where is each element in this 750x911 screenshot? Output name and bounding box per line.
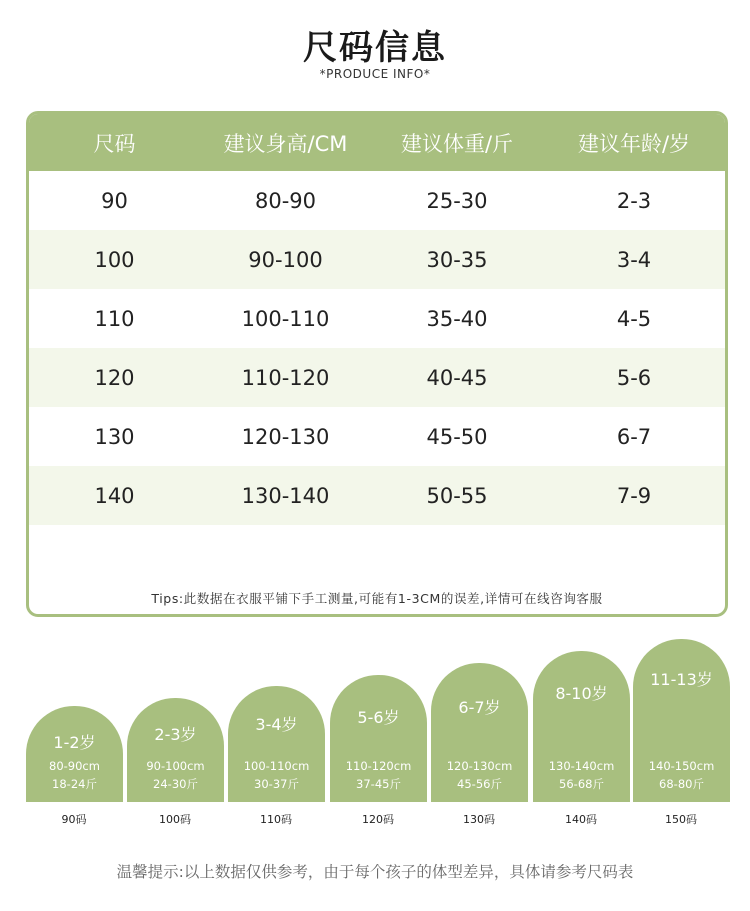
size-label: 120码 — [362, 813, 394, 826]
age-arch-4 — [330, 675, 427, 802]
height-cell: 130-140 — [241, 483, 330, 508]
age-cell: 6-7 — [616, 424, 652, 449]
arch-weight: 18-24斤 — [52, 777, 97, 791]
arch-age: 5-6岁 — [357, 708, 400, 727]
arch-age: 2-3岁 — [154, 725, 197, 744]
age-arch-7 — [633, 639, 730, 802]
arch-age: 1-2岁 — [53, 733, 96, 752]
footer-note: 温馨提示:以上数据仅供参考，由于每个孩子的体型差异，具体请参考尺码表 — [116, 863, 634, 881]
size-cell: 140 — [94, 483, 135, 508]
col-header-height: 建议身高/CM — [223, 131, 348, 156]
size-label: 130码 — [463, 813, 495, 826]
age-cell: 5-6 — [616, 365, 652, 390]
arch-height: 100-110cm — [243, 759, 310, 773]
age-cell: 3-4 — [616, 247, 652, 272]
arch-height: 90-100cm — [146, 759, 205, 773]
weight-cell: 50-55 — [426, 483, 488, 508]
size-label: 90码 — [61, 813, 87, 826]
height-cell: 110-120 — [241, 365, 330, 390]
arch-weight: 45-56斤 — [457, 777, 502, 791]
weight-cell: 30-35 — [426, 247, 488, 272]
size-cell: 130 — [94, 424, 135, 449]
col-header-weight: 建议体重/斤 — [400, 131, 514, 156]
page-subtitle: *PRODUCE INFO* — [319, 67, 431, 81]
size-cell: 100 — [94, 247, 135, 272]
age-arch-1 — [26, 706, 123, 802]
height-cell: 80-90 — [254, 188, 317, 213]
height-cell: 90-100 — [248, 247, 323, 272]
arch-age: 3-4岁 — [255, 715, 298, 734]
arch-weight: 56-68斤 — [559, 777, 604, 791]
size-cell: 120 — [94, 365, 135, 390]
age-arch-3 — [228, 686, 325, 802]
weight-cell: 45-50 — [426, 424, 488, 449]
age-arch-2 — [127, 698, 224, 802]
arch-height: 120-130cm — [446, 759, 513, 773]
height-cell: 120-130 — [241, 424, 330, 449]
arch-height: 80-90cm — [49, 759, 100, 773]
size-cell: 110 — [94, 306, 135, 331]
size-label: 150码 — [665, 813, 697, 826]
arch-weight: 68-80斤 — [659, 777, 704, 791]
size-label: 110码 — [260, 813, 292, 826]
age-cell: 4-5 — [616, 306, 652, 331]
age-cell: 7-9 — [616, 483, 652, 508]
measurement-tips: Tips:此数据在衣服平铺下手工测量,可能有1-3CM的误差,详情可在线咨询客服 — [151, 591, 603, 606]
arch-weight: 30-37斤 — [254, 777, 299, 791]
weight-cell: 35-40 — [426, 306, 488, 331]
arch-height: 130-140cm — [548, 759, 615, 773]
col-header-size: 尺码 — [93, 131, 136, 156]
size-label: 100码 — [159, 813, 191, 826]
arch-weight: 37-45斤 — [356, 777, 401, 791]
size-label: 140码 — [565, 813, 597, 826]
weight-cell: 25-30 — [426, 188, 488, 213]
page-title: 尺码信息 — [303, 28, 447, 68]
col-header-age: 建议年龄/岁 — [577, 131, 691, 156]
weight-cell: 40-45 — [426, 365, 488, 390]
age-arch-5 — [431, 663, 528, 802]
arch-age: 6-7岁 — [458, 698, 501, 717]
arch-age: 11-13岁 — [650, 670, 713, 689]
height-cell: 100-110 — [241, 306, 330, 331]
size-cell: 90 — [101, 188, 128, 213]
arch-height: 110-120cm — [345, 759, 412, 773]
arch-height: 140-150cm — [648, 759, 715, 773]
arch-age: 8-10岁 — [555, 684, 608, 703]
arch-weight: 24-30斤 — [153, 777, 198, 791]
age-cell: 2-3 — [616, 188, 652, 213]
age-arch-6 — [533, 651, 630, 802]
